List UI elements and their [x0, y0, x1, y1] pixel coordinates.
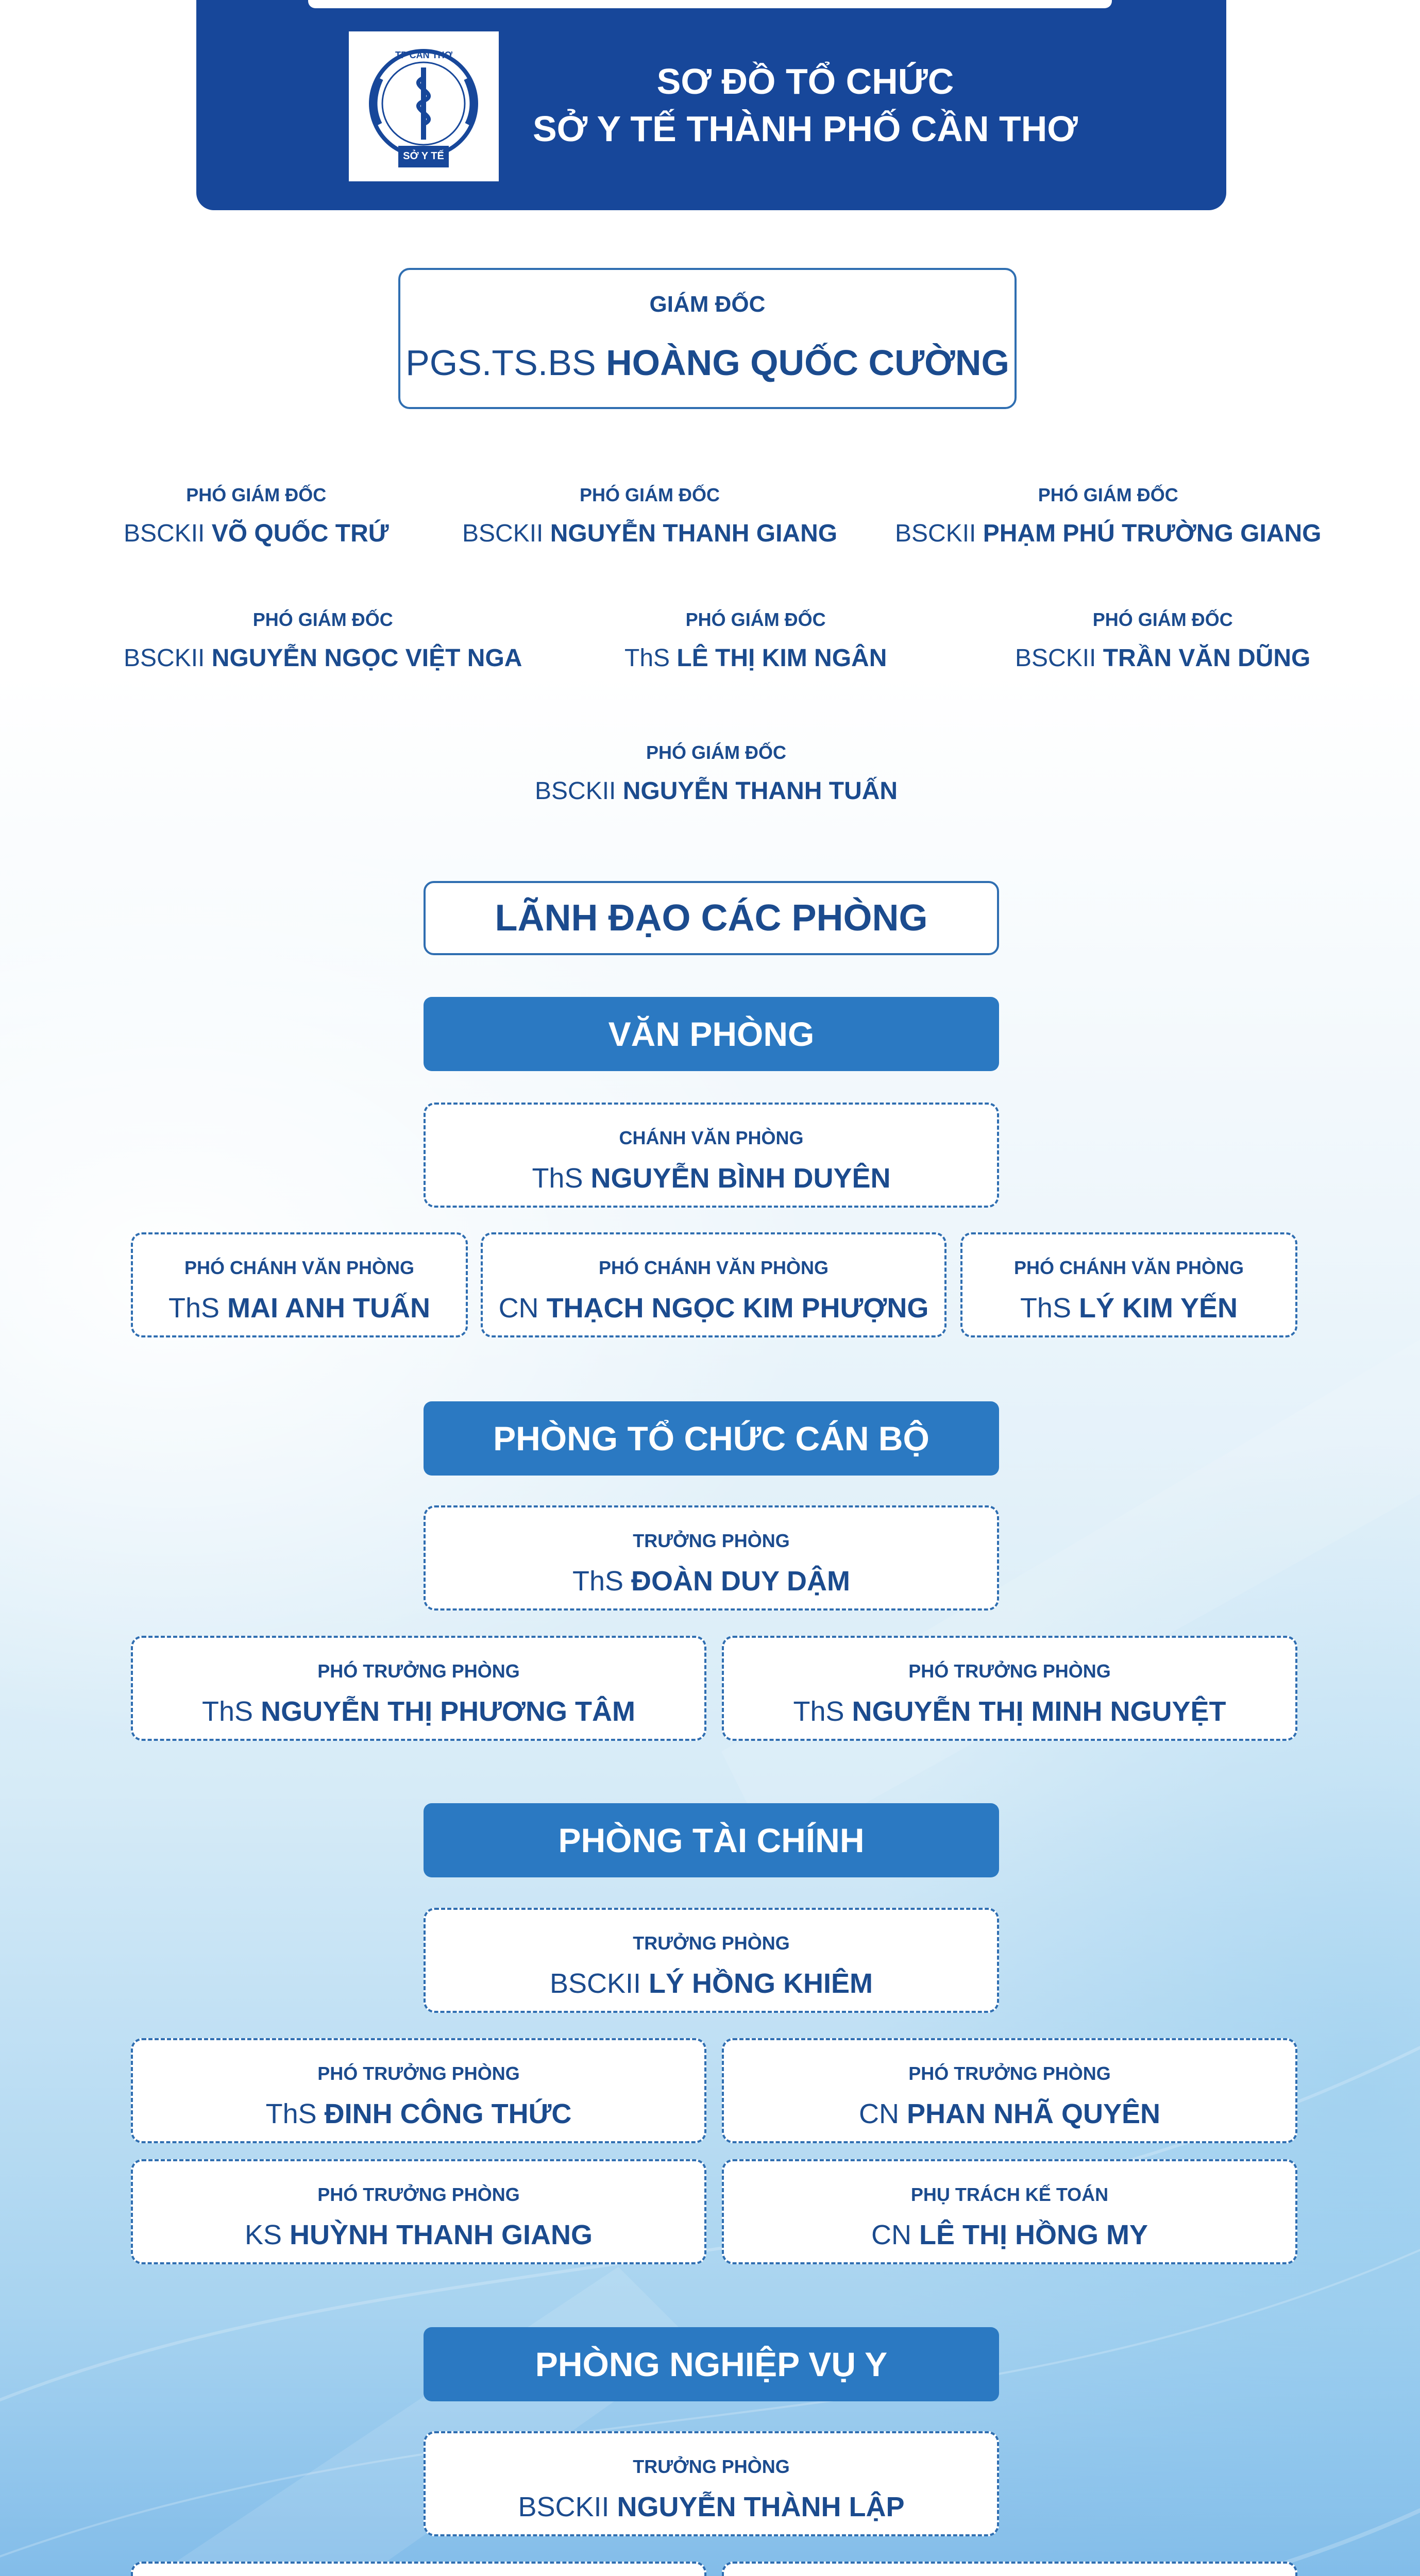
position-role: PHÓ TRƯỞNG PHÒNG [317, 2184, 520, 2205]
deputy-name-line [462, 519, 837, 548]
deputy-director [895, 484, 1322, 548]
deputy-role: PHÓ GIÁM ĐỐC [685, 609, 826, 630]
person-name: LÝ HỒNG KHIÊM [649, 1968, 873, 1999]
logo-top-text: TP CẦN THƠ [395, 50, 453, 60]
person-name-line [962, 1292, 1295, 1324]
person-title: ThS [202, 1696, 253, 1727]
person-name-line [133, 2098, 704, 2130]
person-title: KS [244, 2219, 282, 2250]
deputy-role: PHÓ GIÁM ĐỐC [1038, 484, 1178, 505]
position-role: PHÓ CHÁNH VĂN PHÒNG [1013, 1257, 1244, 1278]
person-name: NGUYỄN THỊ MINH NGUYỆT [852, 1696, 1226, 1727]
deputy-role: PHÓ GIÁM ĐỐC [186, 484, 327, 505]
deputy-role: PHÓ GIÁM ĐỐC [646, 742, 787, 763]
person-title: CN [871, 2219, 911, 2250]
deputy-name-line [624, 644, 887, 672]
person-title: BSCKII [518, 2492, 610, 2522]
department-head-card [424, 1103, 999, 1208]
position-role: TRƯỞNG PHÒNG [633, 2456, 790, 2477]
staff-card [722, 2562, 1297, 2576]
position-role: PHỤ TRÁCH KẾ TOÁN [910, 2184, 1109, 2205]
person-title: CN [498, 1293, 539, 1324]
person-name-line [133, 1696, 704, 1727]
person-name: NGUYỄN THỊ PHƯƠNG TÂM [261, 1696, 635, 1727]
position-role: PHÓ TRƯỞNG PHÒNG [908, 2063, 1111, 2084]
position-role: PHÓ CHÁNH VĂN PHÒNG [184, 1257, 415, 1278]
person-name: NGUYỄN THÀNH LẬP [617, 2492, 905, 2522]
person-name: ĐOÀN DUY DẬM [631, 1566, 851, 1597]
deputy-title: BSCKII [124, 520, 205, 547]
department-head-card [424, 2431, 999, 2536]
department-leaders-heading: LÃNH ĐẠO CÁC PHÒNG [424, 881, 999, 955]
department-header: PHÒNG TÀI CHÍNH [424, 1803, 999, 1877]
deputy-name-line [1015, 644, 1310, 672]
person-name: HUỲNH THANH GIANG [290, 2219, 593, 2250]
person-name: LÊ THỊ HỒNG MY [919, 2219, 1148, 2250]
person-name-line [724, 2098, 1295, 2130]
deputy-title: BSCKII [462, 520, 544, 547]
person-name-line [724, 2219, 1295, 2251]
person-name-line [483, 1292, 944, 1324]
staff-card [481, 1232, 946, 1337]
staff-card [960, 1232, 1297, 1337]
deputy-title: BSCKII [124, 645, 205, 672]
director-role: GIÁM ĐỐC [649, 292, 766, 317]
position-role: TRƯỞNG PHÒNG [633, 1530, 790, 1551]
position-role: PHÓ TRƯỞNG PHÒNG [317, 2063, 520, 2084]
position-role: CHÁNH VĂN PHÒNG [619, 1127, 804, 1148]
director-title: PGS.TS.BS [405, 343, 596, 383]
department-head-card [424, 1505, 999, 1611]
logo-bottom-text: SỞ Y TẾ [403, 150, 444, 162]
staff-card [131, 2159, 706, 2264]
deputy-name: VÕ QUỐC TRỨ [211, 520, 389, 547]
person-title: ThS [1020, 1293, 1071, 1324]
position-role: PHÓ TRƯỞNG PHÒNG [317, 1660, 520, 1682]
person-name-line [133, 2219, 704, 2251]
staff-card [722, 2038, 1297, 2143]
page-title-line-2: SỞ Y TẾ THÀNH PHỐ CẦN THƠ [532, 109, 1078, 149]
person-name: NGUYỄN BÌNH DUYÊN [590, 1163, 891, 1194]
staff-card [131, 1636, 706, 1741]
deputy-title: BSCKII [895, 520, 976, 547]
department-of-health-logo [349, 31, 499, 181]
deputy-title: ThS [624, 645, 670, 672]
person-name: ĐINH CÔNG THỨC [324, 2098, 572, 2129]
staff-card [131, 2038, 706, 2143]
deputy-name: NGUYỄN THANH TUẤN [622, 777, 898, 805]
page-title-line-1: SƠ ĐỒ TỔ CHỨC [656, 61, 954, 101]
deputy-name: TRẦN VĂN DŨNG [1103, 645, 1311, 672]
deputy-director [624, 609, 887, 672]
person-title: ThS [265, 2098, 317, 2129]
deputy-role: PHÓ GIÁM ĐỐC [252, 609, 393, 630]
person-name: MAI ANH TUẤN [227, 1293, 430, 1324]
position-role: PHÓ CHÁNH VĂN PHÒNG [598, 1257, 829, 1278]
deputy-director [462, 484, 837, 548]
deputy-name-line [895, 519, 1322, 548]
department-header: PHÒNG TỔ CHỨC CÁN BỘ [424, 1401, 999, 1476]
person-name: THẠCH NGỌC KIM PHƯỢNG [546, 1293, 929, 1324]
department-header: VĂN PHÒNG [424, 997, 999, 1071]
director-name-line [400, 342, 1015, 383]
deputy-role: PHÓ GIÁM ĐỐC [1092, 609, 1233, 630]
person-name-line [426, 1968, 997, 1999]
person-title: ThS [793, 1696, 844, 1727]
person-title: BSCKII [549, 1968, 641, 1999]
page-title [499, 58, 1112, 152]
person-name-line [426, 1162, 997, 1194]
director-name: HOÀNG QUỐC CƯỜNG [606, 343, 1009, 383]
position-role: TRƯỞNG PHÒNG [633, 1933, 790, 1954]
staff-card [722, 2159, 1297, 2264]
deputy-director [124, 609, 522, 672]
person-name-line [724, 1696, 1295, 1727]
person-name-line [133, 1292, 466, 1324]
staff-card [722, 1636, 1297, 1741]
deputy-name-line [535, 777, 898, 805]
deputy-name-line [124, 644, 522, 672]
deputy-role: PHÓ GIÁM ĐỐC [580, 484, 720, 505]
person-name-line [426, 1565, 997, 1597]
deputy-title: BSCKII [1015, 645, 1096, 672]
header-top-strip [308, 0, 1112, 8]
deputy-title: BSCKII [535, 777, 616, 805]
staff-card [131, 1232, 468, 1337]
person-title: ThS [168, 1293, 220, 1324]
deputy-director [535, 742, 898, 805]
deputy-name-line [124, 519, 389, 548]
person-title: ThS [572, 1566, 623, 1597]
person-title: CN [858, 2098, 899, 2129]
person-name: PHAN NHÃ QUYÊN [906, 2098, 1161, 2129]
deputy-name: PHẠM PHÚ TRƯỜNG GIANG [983, 520, 1322, 547]
deputy-director [124, 484, 389, 548]
department-head-card [424, 1908, 999, 2013]
position-role: PHÓ TRƯỞNG PHÒNG [908, 1660, 1111, 1682]
person-name-line [426, 2491, 997, 2523]
person-title: ThS [532, 1163, 583, 1194]
deputy-name: LÊ THỊ KIM NGÂN [677, 645, 887, 672]
director-card [398, 268, 1017, 409]
deputy-name: NGUYỄN NGỌC VIỆT NGA [211, 645, 522, 672]
person-name: LÝ KIM YẾN [1079, 1293, 1238, 1324]
staff-card [131, 2562, 706, 2576]
deputy-director [1015, 609, 1310, 672]
deputy-name: NGUYỄN THANH GIANG [550, 520, 838, 547]
department-header: PHÒNG NGHIỆP VỤ Y [424, 2327, 999, 2401]
